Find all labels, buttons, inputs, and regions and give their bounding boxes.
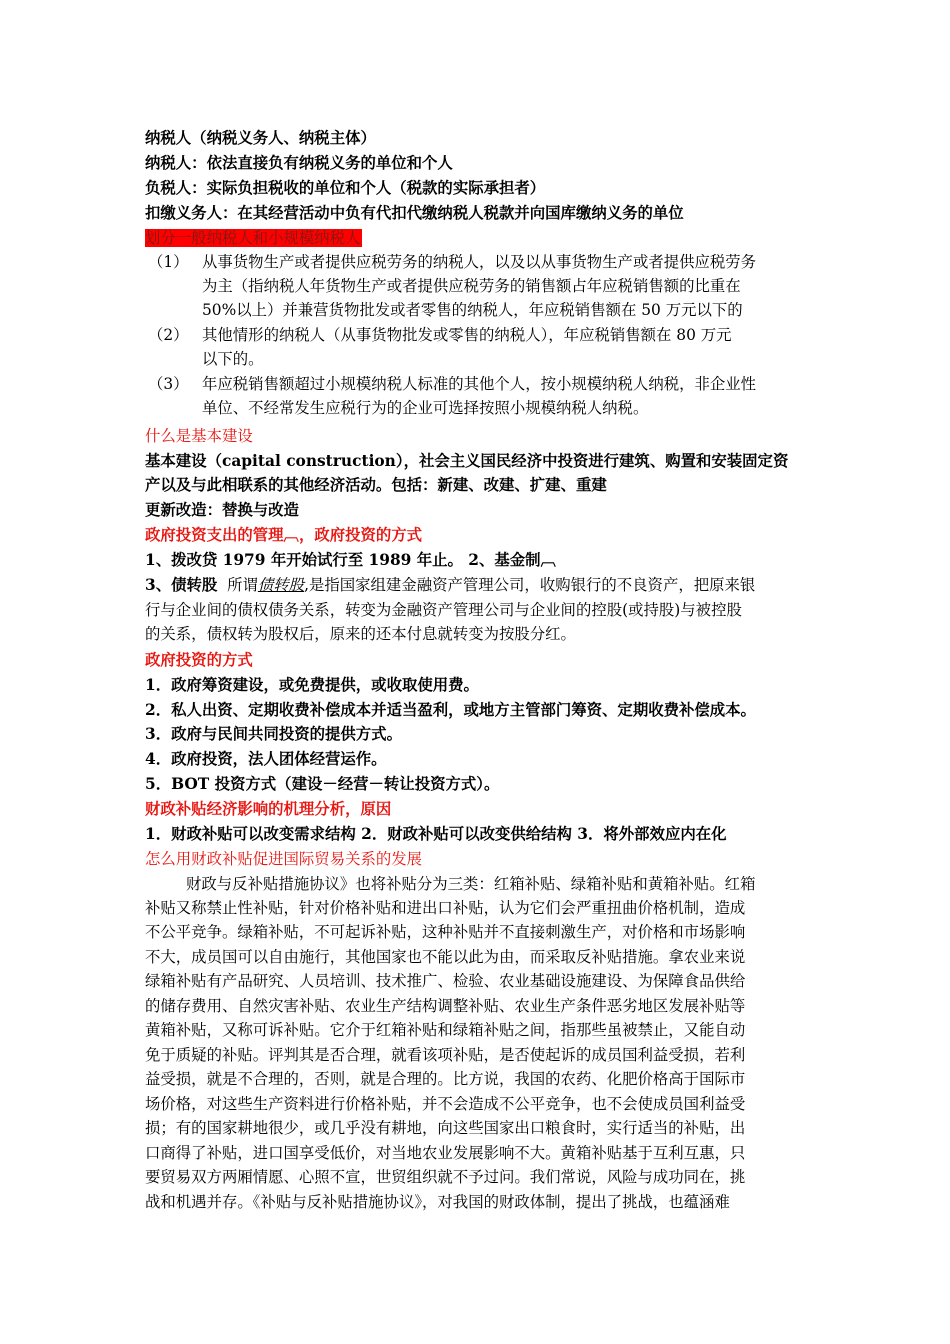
item-line: 年应税销售额超过小规模纳税人标准的其他个人，按小规模纳税人纳税，非企业性 bbox=[202, 375, 757, 393]
renewal-definition: 更新改造：替换与改造 bbox=[145, 501, 299, 519]
definition-withholding-agent: 扣缴义务人：在其经营活动中负有代扣代缴纳税人税款并向国库缴纳义务的单位 bbox=[145, 204, 684, 222]
debt-equity-swap-line: 行与企业间的债权债务关系，转变为金融资产管理公司与企业间的控股(或持股)与被控股 bbox=[145, 601, 742, 619]
item-text: 1、拨改贷 1979 年开始试行至 1989 年止。 2、基金制 bbox=[145, 551, 541, 569]
heading-part: 政府投资支出的管理 bbox=[145, 526, 284, 544]
paragraph-line: 绿箱补贴有产品研究、人员培训、技术推广、检验、农业基础设施建设、为保障食品供给 bbox=[145, 972, 746, 990]
heading-division bbox=[145, 226, 362, 250]
item-line: 为主（指纳税人年货物生产或者提供应税劳务的销售额占年应税销售额的比重在 bbox=[202, 277, 741, 295]
way-item: 2．私人出资、定期收费补偿成本并适当盈利，或地方主管部门筹资、定期收费补偿成本。 bbox=[145, 701, 756, 719]
heading-subsidy-analysis: 财政补贴经济影响的机理分析，原因 bbox=[145, 800, 392, 818]
item-line: 从事货物生产或者提供应税劳务的纳税人，以及以从事货物生产或者提供应税劳务 bbox=[202, 253, 757, 271]
debt-equity-swap-line bbox=[145, 573, 755, 597]
paragraph-line: 损；有的国家耕地很少，或几乎没有耕地，向这些国家出口粮食时，实行适当的补贴，出 bbox=[145, 1119, 746, 1137]
gov-investment-item bbox=[145, 548, 556, 572]
item-number: （3） bbox=[148, 375, 189, 393]
heading-international-trade: 怎么用财政补贴促进国际贸易关系的发展 bbox=[145, 850, 423, 868]
paragraph-line: 不大，成员国可以自由施行，其他国家也不能以此为由，而采取反补贴措施。拿农业来说 bbox=[145, 948, 746, 966]
highlighted-heading-text: 划分一般纳税人和小规模纳税人 bbox=[145, 229, 361, 247]
paragraph-line: 的储存费用、自然灾害补贴、农业生产结构调整补贴、农业生产条件恶劣地区发展补贴等 bbox=[145, 997, 746, 1015]
paragraph-line: 不公平竞争。绿箱补贴，不可起诉补贴，这种补贴并不直接刺激生产，对价格和市场影响 bbox=[145, 923, 746, 941]
item-line: 以下的。 bbox=[202, 350, 264, 368]
paragraph-line: 补贴又称禁止性补贴，针对价格补贴和进出口补贴，认为它们会严重扭曲价格机制，造成 bbox=[145, 899, 746, 917]
way-item: 3．政府与民间共同投资的提供方式。 bbox=[145, 725, 402, 743]
way-item: 1．政府筹资建设，或免费提供，或收取使用费。 bbox=[145, 676, 479, 694]
paragraph-line: 口商得了补贴，进口国享受低价，对当地农业发展影响不大。黄箱补贴基于互利互惠，只 bbox=[145, 1144, 746, 1162]
paragraph-line: 要贸易双方两厢情愿、心照不宣，世贸组织就不予过问。我们常说，风险与成功同在，挑 bbox=[145, 1168, 746, 1186]
paragraph-line: 场价格，对这些生产资料进行价格补贴，并不会造成不公平竞争，也不会使成员国利益受 bbox=[145, 1095, 746, 1113]
heading-taxpayer: 纳税人（纳税义务人、纳税主体） bbox=[145, 129, 376, 147]
item-line: 单位、不经常发生应税行为的企业可选择按照小规模纳税人纳税。 bbox=[202, 399, 649, 417]
item-text: 所谓 bbox=[227, 576, 258, 594]
definition-taxpayer: 纳税人：依法直接负有纳税义务的单位和个人 bbox=[145, 154, 453, 172]
capital-definition-line: 基本建设（capital construction），社会主义国民经济中投资进行建筑、购置和安装固定资 bbox=[145, 452, 789, 470]
item-label: 3、债转股 bbox=[145, 576, 218, 594]
item-line: 50%以上）并兼营货物批发或者零售的纳税人，年应税销售额在 50 万元以下的 bbox=[202, 301, 743, 319]
item-number: （2） bbox=[148, 326, 189, 344]
paragraph-line: 免于质疑的补贴。评判其是否合理，就看该项补贴，是否使起诉的成员国利益受损，若利 bbox=[145, 1046, 746, 1064]
paragraph-line: 财政与反补贴措施协议》也将补贴分为三类：红箱补贴、绿箱补贴和黄箱补贴。红箱 bbox=[186, 875, 756, 893]
subsidy-reasons: 1．财政补贴可以改变需求结构 2．财政补贴可以改变供给结构 3．将外部效应内在化 bbox=[145, 825, 727, 843]
item-text: ,是指国家组建金融资产管理公司，收购银行的不良资产，把原来银 bbox=[304, 576, 756, 594]
capital-definition-line: 产以及与此相联系的其他经济活动。包括：新建、改建、扩建、重建 bbox=[145, 476, 607, 494]
item-number: （1） bbox=[148, 253, 189, 271]
paragraph-line: 战和机遇并存。《补贴与反补贴措施协议》，对我国的财政体制，提出了挑战，也蕴涵难 bbox=[145, 1193, 730, 1211]
way-item: 5．BOT 投资方式（建设－经营－转让投资方式）。 bbox=[145, 775, 500, 793]
term-link[interactable]: 债转股 bbox=[257, 576, 305, 594]
paragraph-line: 益受损，就是不合理的，否则，就是合理的。比方说，我国的农药、化肥价格高于国际市 bbox=[145, 1070, 746, 1088]
item-line: 其他情形的纳税人（从事货物批发或零售的纳税人），年应税销售额在 80 万元 bbox=[202, 326, 732, 344]
heading-part: ，政府投资的方式 bbox=[298, 526, 423, 544]
definition-tax-bearer: 负税人：实际负担税收的单位和个人（税款的实际承担者） bbox=[145, 179, 546, 197]
bracket-symbol: ︹ bbox=[540, 551, 556, 569]
debt-equity-swap-line: 的关系，债权转为股权后，原来的还本付息就转变为按股分红。 bbox=[145, 625, 576, 643]
heading-capital-construction: 什么是基本建设 bbox=[145, 427, 253, 445]
heading-gov-investment-management bbox=[145, 523, 422, 547]
bracket-symbol: ︹ bbox=[283, 526, 299, 544]
way-item: 4．政府投资，法人团体经营运作。 bbox=[145, 750, 387, 768]
heading-gov-investment-ways: 政府投资的方式 bbox=[145, 651, 253, 669]
paragraph-line: 黄箱补贴，又称可诉补贴。它介于红箱补贴和绿箱补贴之间，指那些虽被禁止，又能自动 bbox=[145, 1021, 746, 1039]
